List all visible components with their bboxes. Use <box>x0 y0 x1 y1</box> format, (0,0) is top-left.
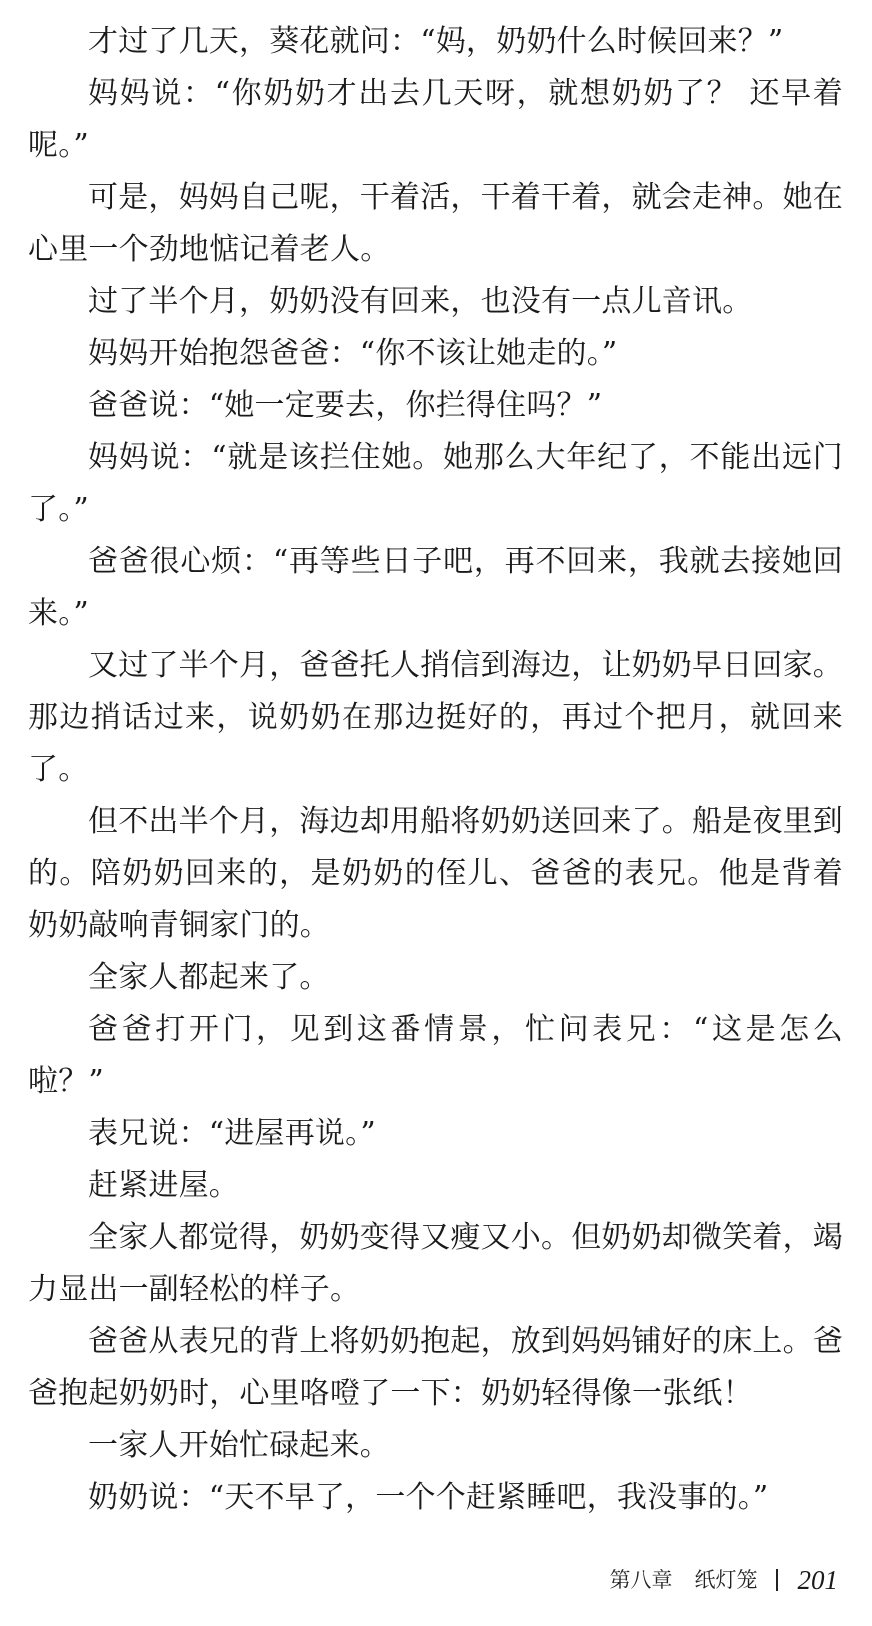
paragraph: 爸爸很心烦：“再等些日子吧，再不回来，我就去接她回来。” <box>28 544 843 631</box>
paragraph: 可是，妈妈自己呢，干着活，干着干着，就会走神。她在心里一个劲地惦记着老人。 <box>28 180 843 267</box>
paragraph: 妈妈说：“就是该拦住她。她那么大年纪了，不能出远门了。” <box>28 440 843 527</box>
paragraph: 表兄说：“进屋再说。” <box>88 1116 376 1151</box>
page-spacer <box>28 1524 843 1564</box>
paragraph: 奶奶说：“天不早了，一个个赶紧睡吧，我没事的。” <box>88 1480 769 1515</box>
chapter-title: 纸灯笼 <box>694 1568 758 1592</box>
paragraph: 妈妈说：“你奶奶才出去几天呀，就想奶奶了？ 还早着呢。” <box>28 76 843 163</box>
paragraph: 全家人都觉得，奶奶变得又瘦又小。但奶奶却微笑着，竭力显出一副轻松的样子。 <box>28 1220 843 1307</box>
paragraph: 但不出半个月，海边却用船将奶奶送回来了。船是夜里到的。陪奶奶回来的，是奶奶的侄儿、爸爸的表兄。他是背着奶奶敲响青铜家门的。 <box>28 804 843 943</box>
paragraph: 爸爸从表兄的背上将奶奶抱起，放到妈妈铺好的床上。爸爸抱起奶奶时，心里咯噔了一下：奶奶轻得像一张纸！ <box>28 1324 843 1411</box>
paragraph: 赶紧进屋。 <box>88 1168 239 1203</box>
paragraph: 一家人开始忙碌起来。 <box>88 1428 390 1463</box>
paragraph: 过了半个月，奶奶没有回来，也没有一点儿音讯。 <box>88 284 753 319</box>
page-number: 201 <box>797 1565 838 1595</box>
paragraph: 全家人都起来了。 <box>88 960 330 995</box>
page-footer <box>28 1564 843 1596</box>
body-text <box>28 16 843 1524</box>
paragraph: 爸爸打开门，见到这番情景，忙问表兄：“这是怎么啦？” <box>28 1012 843 1099</box>
paragraph: 爸爸说：“她一定要去，你拦得住吗？” <box>88 388 603 423</box>
paragraph: 才过了几天，葵花就问：“妈，奶奶什么时候回来？” <box>88 24 784 59</box>
paragraph: 又过了半个月，爸爸托人捎信到海边，让奶奶早日回家。那边捎话过来，说奶奶在那边挺好的，再过个把月，就回来了。 <box>28 648 843 787</box>
running-head <box>610 1564 758 1596</box>
paragraph: 妈妈开始抱怨爸爸：“你不该让她走的。” <box>88 336 618 371</box>
chapter-label: 第八章 <box>609 1568 673 1592</box>
footer-divider <box>776 1569 778 1591</box>
